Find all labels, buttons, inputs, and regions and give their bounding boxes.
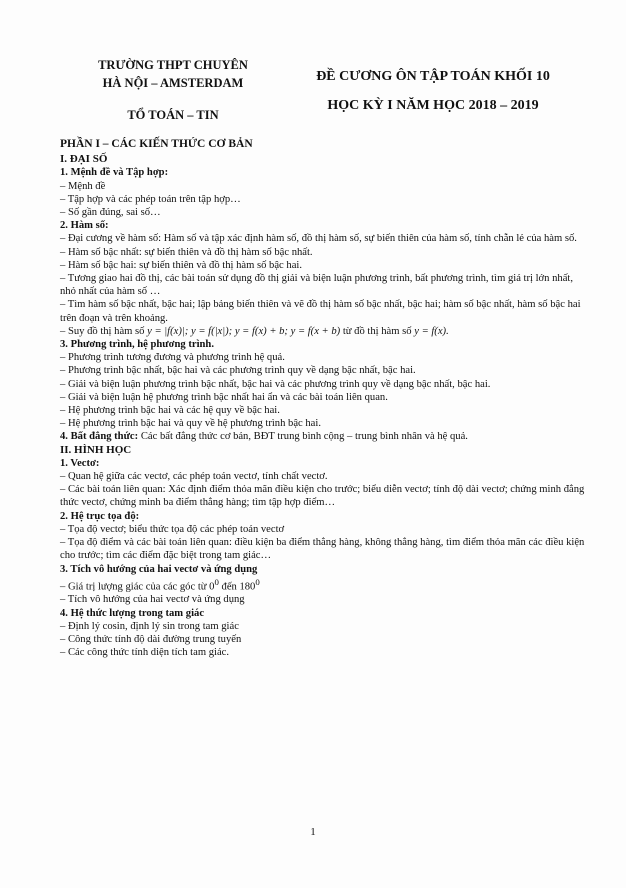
formula-prefix: – Suy đồ thị hàm số xyxy=(60,325,145,337)
list-item: – Hệ phương trình bậc hai và các hệ quy về bậc hai. xyxy=(60,405,280,417)
list-item: – Số gần đúng, sai số… xyxy=(60,207,161,219)
degree-sign: 0 xyxy=(214,576,219,587)
school-name-line1: TRƯỜNG THPT CHUYÊN xyxy=(98,58,248,72)
list-item: – Hàm số bậc hai: sự biến thiên và đồ thị hàm số bậc hai. xyxy=(60,259,302,271)
list-item: – Tương giao hai đồ thị, các bài toán sử dụng đồ thị giải và biện luận phương trình, bất phương trình, tìm giá trị lớn nhất, nhỏ nhất của hàm số … xyxy=(60,273,573,298)
geometry-s3-title: 3. Tích vô hướng của hai vectơ và ứng dụng xyxy=(60,563,258,575)
list-item: – Giải và biện luận hệ phương trình bậc nhất hai ẩn và các bài toán liên quan. xyxy=(60,391,388,403)
geometry-s4-title: 4. Hệ thức lượng trong tam giác xyxy=(60,607,205,619)
list-item: – Mệnh đề xyxy=(60,180,106,192)
list-item: – Các bài toán liên quan: Xác định điểm thỏa mãn điều kiện cho trước; biểu diễn vectơ; tính độ dài vectơ; chứng minh đẳng thức vectơ, chứng minh ba điểm thẳng hàng; tìm tập hợp điểm… xyxy=(60,484,585,509)
algebra-heading: I. ĐẠI SỐ xyxy=(60,153,108,166)
geometry-heading: II. HÌNH HỌC xyxy=(60,443,132,456)
list-item: – Phương trình bậc nhất, bậc hai và các phương trình quy về dạng bậc nhất, bậc hai. xyxy=(60,365,416,377)
list-item xyxy=(60,576,585,594)
document-title xyxy=(283,62,583,120)
department-name: TỔ TOÁN – TIN xyxy=(127,108,219,122)
list-item: – Tích vô hướng của hai vectơ và ứng dụng xyxy=(60,594,245,606)
degree-sign: 0 xyxy=(255,576,260,587)
list-item: – Quan hệ giữa các vectơ, các phép toán vectơ, tính chất vectơ. xyxy=(60,471,328,483)
list-item: – Đại cương về hàm số: Hàm số và tập xác định hàm số, đồ thị hàm số, sự biến thiên của hàm số, tính chẵn lẻ của hàm số. xyxy=(60,233,577,245)
list-item: – Hàm số bậc nhất: sự biến thiên và đồ thị hàm số bậc nhất. xyxy=(60,246,313,258)
school-name-line2: HÀ NỘI – AMSTERDAM xyxy=(102,76,244,90)
list-item: – Định lý cosin, định lý sin trong tam giác xyxy=(60,620,239,632)
list-item: – Tập hợp và các phép toán trên tập hợp… xyxy=(60,193,241,205)
algebra-s4 xyxy=(60,430,585,443)
list-item-formula xyxy=(60,325,585,338)
page-number: 1 xyxy=(310,826,316,838)
geometry-s2-title: 2. Hệ trục tọa độ: xyxy=(60,510,140,522)
list-item: – Tọa độ vectơ; biểu thức tọa độ các phép toán vectơ xyxy=(60,523,285,535)
angle-text-prefix: – Giá trị lượng giác của các góc từ 0 xyxy=(60,581,215,593)
algebra-s2-title: 2. Hàm số: xyxy=(60,220,109,232)
title-line1: ĐỀ CƯƠNG ÔN TẬP TOÁN KHỐI 10 xyxy=(316,69,550,84)
geometry-s1-title: 1. Vectơ: xyxy=(60,457,100,469)
list-item: – Công thức tính độ dài đường trung tuyến xyxy=(60,634,242,646)
document-body xyxy=(60,138,585,659)
algebra-s3-title: 3. Phương trình, hệ phương trình. xyxy=(60,339,214,351)
list-item: – Giải và biện luận phương trình bậc nhất, bậc hai và các phương trình quy về dạng bậc nhất, bậc hai. xyxy=(60,378,491,390)
algebra-s1-title: 1. Mệnh đề và Tập hợp: xyxy=(60,167,169,179)
list-item: – Tọa độ điểm và các bài toán liên quan: điều kiện ba điểm thẳng hàng, không thẳng hàng, tìm điểm thỏa mãn các điều kiện cho trước; tìm các điểm đặc biệt trong tam giác… xyxy=(60,537,585,562)
school-header xyxy=(78,56,268,124)
list-item: – Hệ phương trình bậc hai và quy về hệ phương trình bậc hai. xyxy=(60,418,321,430)
title-line2: HỌC KỲ I NĂM HỌC 2018 – 2019 xyxy=(327,98,539,113)
list-item: – Tìm hàm số bậc nhất, bậc hai; lập bảng biến thiên và vẽ đồ thị hàm số bậc nhất, bậc hai; hàm số bậc nhất, hàm số bậc hai trên đoạn và trên khoảng. xyxy=(60,299,581,324)
algebra-s4-text: Các bất đẳng thức cơ bản, BĐT trung bình cộng – trung bình nhân và hệ quả. xyxy=(140,431,468,443)
formula: y = f(x). xyxy=(414,325,449,337)
list-item: – Phương trình tương đương và phương trình hệ quả. xyxy=(60,352,285,364)
formula: y = |f(x)|; y = f(|x|); y = f(x) + b; y = f(x + b) xyxy=(147,325,341,337)
algebra-s4-title: 4. Bất đẳng thức: xyxy=(60,431,139,443)
list-item: – Các công thức tính diện tích tam giác. xyxy=(60,647,230,659)
part-title: PHẦN I – CÁC KIẾN THỨC CƠ BẢN xyxy=(60,138,253,150)
formula-mid: từ đồ thị hàm số xyxy=(342,325,412,337)
angle-text-mid: đến 180 xyxy=(218,581,256,593)
